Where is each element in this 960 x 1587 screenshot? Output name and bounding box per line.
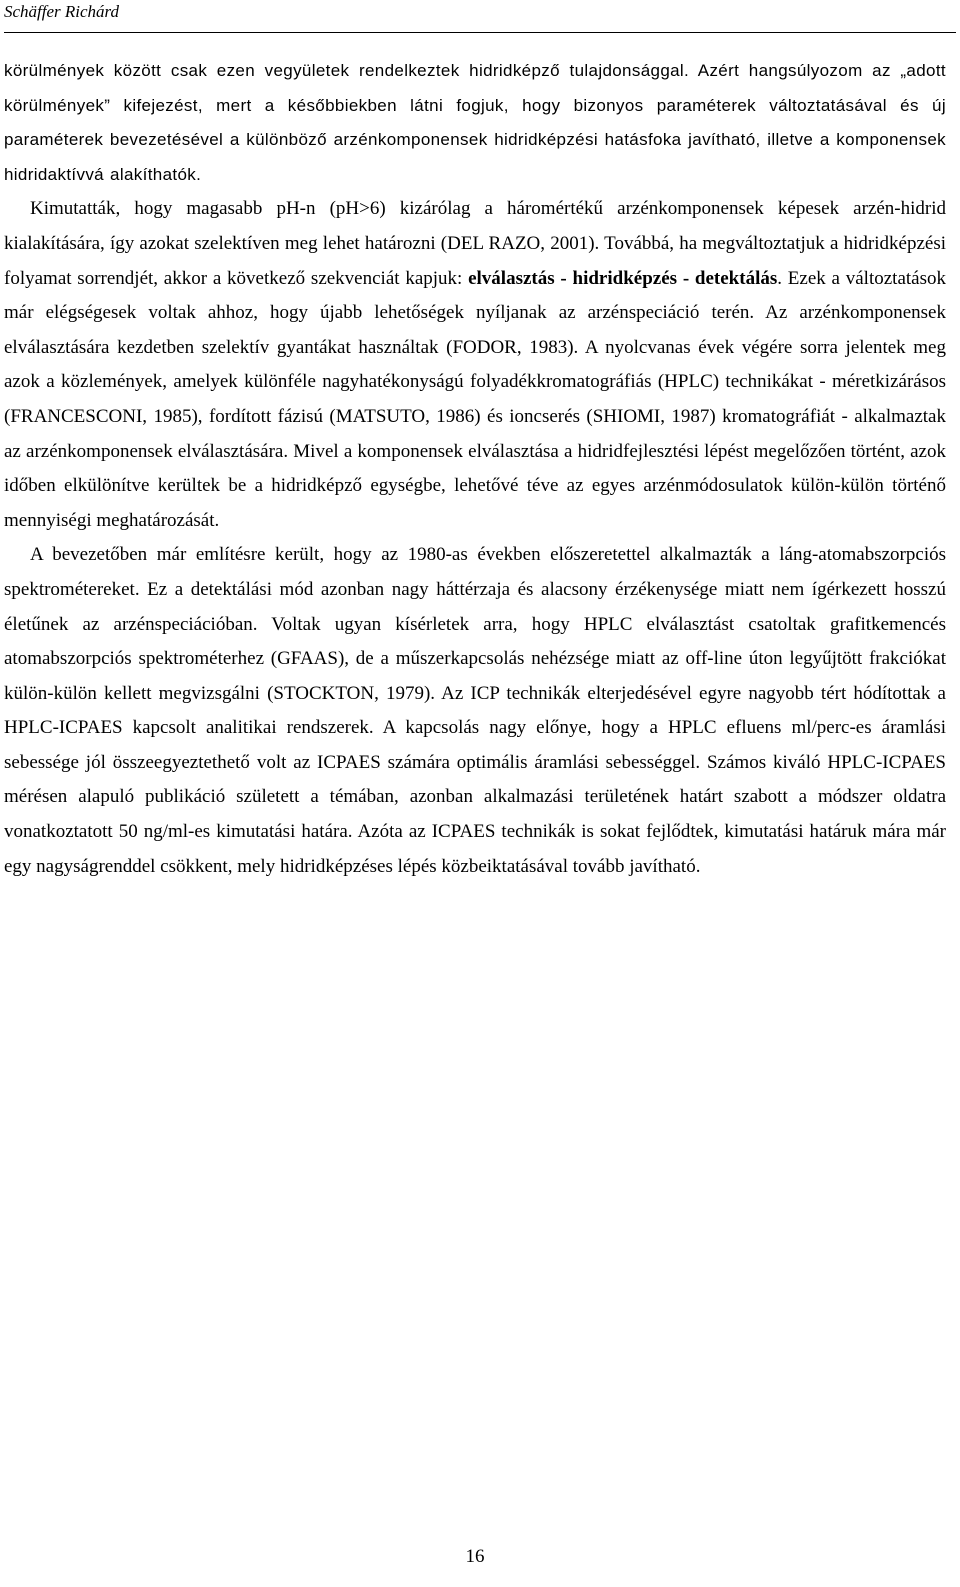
paragraph-3 <box>4 538 946 884</box>
page-header <box>4 0 956 33</box>
paragraph-1 <box>4 54 946 192</box>
paragraph-2 <box>4 192 946 538</box>
page-number: 16 <box>465 1546 485 1567</box>
header-author: Schäffer Richárd <box>4 2 120 21</box>
paragraph-2-text-before: Kimutatták, hogy magasabb pH-n (pH>6) kizárólag a háromértékű arzénkomponensek képesek arzén-hidrid kialakítására, így azokat szelektíven meg lehet határozni (DEL RAZO, 2001). Továbbá, ha megváltoztatjuk a hidridképzési folyamat sorrendjét, akkor a következő szekvenciát kapjuk: <box>4 198 946 289</box>
paragraph-2-bold-sequence: elválasztás - hidridképzés - detektálás <box>468 267 778 289</box>
paragraph-2-text-after: . Ezek a változtatások már elégségesek voltak ahhoz, hogy újabb lehetőségek nyíljanak az arzénspeciáció terén. Az arzénkomponensek elválasztására kezdetben szelektív gyantákat használtak (FODOR, 1983). A nyolcvanas évek végére sorra jelentek meg azok a közlemények, amelyek különféle nagyhatékonyságú folyadékkromatográfiás (HPLC) technikákat - méretkizárásos (FRANCESCONI, 1985), fordított fázisú (MATSUTO, 1986) és ioncserés (SHIOMI, 1987) kromatográfiát - alkalmaztak az arzénkomponensek elválasztására. Mivel a komponensek elválasztása a hidridfejlesztési lépést megelőzően történt, azok időben elkülönítve kerültek be a hidridképző egységbe, lehetővé téve az egyes arzénmódosulatok külön-külön történő mennyiségi meghatározását. <box>4 267 946 531</box>
document-body <box>4 54 946 884</box>
paragraph-3-text: A bevezetőben már említésre került, hogy az 1980-as években előszeretettel alkalmazták a láng-atomabszorpciós spektrométereket. Ez a detektálási mód azonban nagy háttérzaja és alacsony érzékenysége miatt nem ígérkezett hosszú életűnek az arzénspeciációban. Voltak ugyan kísérletek arra, hogy HPLC elválasztást csatoltak grafitkemencés atomabszorpciós spektrométerhez (GFAAS), de a műszerkapcsolás nehézsége miatt az off-line úton legyűjtött frakciókat külön-külön kellett megvizsgálni (STOCKTON, 1979). Az ICP technikák elterjedésével egyre nagyobb tért hódítottak a HPLC-ICPAES kapcsolt analitikai rendszerek. A kapcsolás nagy előnye, hogy a HPLC efluens ml/perc-es áramlási sebessége jól összeegyeztethető volt az ICPAES számára optimális áramlási sebességgel. Számos kiváló HPLC-ICPAES mérésen alapuló publikáció született a témában, azonban alkalmazási területének határt szabott a módszer oldatra vonatkoztatott 50 ng/ml-es kimutatási határa. Azóta az ICPAES technikák is sokat fejlődtek, kimutatási határuk mára már egy nagyságrenddel csökkent, mely hidridképzéses lépés közbeiktatásával tovább javítható. <box>4 544 946 877</box>
paragraph-1-text: körülmények között csak ezen vegyületek rendelkeztek hidridképző tulajdonsággal. Azért hangsúlyozom az „adott körülmények” kifejezést, mert a későbbiekben látni fogjuk, hogy bizonyos paraméterek változtatásával és új paraméterek bevezetésével a különböző arzénkomponensek hidridképzési hatásfoka javítható, illetve a komponensek hidridaktívvá alakíthatók. <box>4 61 946 184</box>
